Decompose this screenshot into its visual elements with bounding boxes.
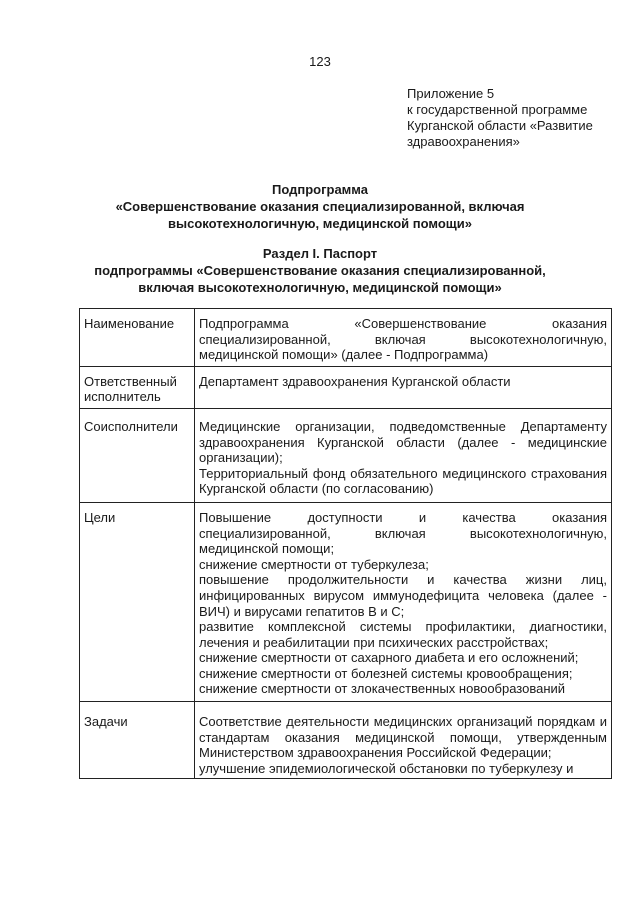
row-label: Наименование <box>80 309 195 367</box>
value-item: снижение смертности от злокачественных новообразований <box>199 681 566 697</box>
row-value <box>195 502 612 701</box>
value-item: улучшение эпидемиологической обстановки по туберкулезу и <box>199 760 574 776</box>
section-line: включая высокотехнологичную, медицинской помощи» <box>138 280 502 295</box>
table-row <box>80 309 612 367</box>
appendix-line: к государственной программе <box>407 102 588 117</box>
title-line: высокотехнологичную, медицинской помощи» <box>168 216 472 231</box>
section-line: Раздел I. Паспорт <box>262 246 378 261</box>
page-number: 123 <box>309 54 331 69</box>
value-paragraph: Территориальный фонд обязательного медицинского страхования Курганской области (по согласованию) <box>199 465 607 497</box>
appendix-line: Приложение 5 <box>407 86 495 101</box>
row-label: Ответственный исполнитель <box>80 366 195 408</box>
row-label: Соисполнители <box>80 408 195 502</box>
table-row <box>80 408 612 502</box>
appendix-note <box>407 86 593 150</box>
passport-table <box>79 308 612 779</box>
value-item: снижение смертности от туберкулеза; <box>199 556 429 572</box>
table-row <box>80 502 612 701</box>
table-row <box>80 702 612 779</box>
title-line: «Совершенствование оказания специализированной, включая <box>115 199 525 214</box>
section-title <box>40 245 600 296</box>
row-value: Департамент здравоохранения Курганской области <box>195 366 612 408</box>
section-line: подпрограммы «Совершенствование оказания специализированной, <box>94 263 546 278</box>
row-value <box>195 702 612 779</box>
row-label: Цели <box>80 502 195 701</box>
value-paragraph: Медицинские организации, подведомственные Департаменту здравоохранения Курганской области (далее - медицинские организации); <box>199 418 607 466</box>
value-item: Соответствие деятельности медицинских организаций порядкам и стандартам оказания медицинской помощи, утвержденным Министерством здравоохранения Российской Федерации; <box>199 714 607 761</box>
value-item: повышение продолжительности и качества жизни лиц, инфицированных вирусом иммунодефицита человека (далее - ВИЧ) и вирусами гепатитов В и С; <box>199 572 607 619</box>
value-item: Повышение доступности и качества оказания специализированной, включая высокотехнологичную, медицинской помощи; <box>199 509 607 557</box>
row-value: Подпрограмма «Совершенствование оказания специализированной, включая высокотехнологичную, медицинской помощи» (далее - Подпрограмма) <box>195 309 612 367</box>
row-value <box>195 408 612 502</box>
value-item: снижение смертности от болезней системы кровообращения; <box>199 665 573 681</box>
table-row <box>80 366 612 408</box>
title-line: Подпрограмма <box>272 182 368 197</box>
row-label: Задачи <box>80 702 195 779</box>
subprogram-title <box>40 181 600 232</box>
value-item: снижение смертности от сахарного диабета и его осложнений; <box>199 650 579 666</box>
appendix-line: здравоохранения» <box>407 134 520 149</box>
appendix-line: Курганской области «Развитие <box>407 118 593 133</box>
value-item: развитие комплексной системы профилактики, диагностики, лечения и реабилитации при психических расстройствах; <box>199 619 607 650</box>
